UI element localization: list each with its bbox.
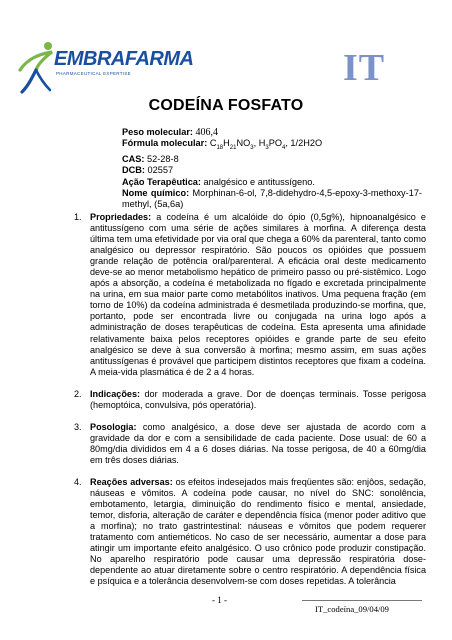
footer-divider [302,600,422,601]
acao-label: Ação Terapêutica [122,176,198,187]
formula-label: Fórmula molecular [122,138,205,149]
list-item-posologia: 3. Posologia: como analgésico, a dose deve ser ajustada de acordo com a gravidade da dor e com a sensibilidade de cada paciente. Dose usual: de 60 a 80mg/dia divididos em 4 a 6 doses diárias. Na tosse perigosa, de 40 a 60mg/dia em três doses diárias. [74,421,426,465]
item-text: como analgésico, a dose deve ser ajustada de acordo com a gravidade da dor e com a sensibilidade de cada paciente. Dose usual: de 60 a 80mg/dia divididos em 4 a 6 doses diárias. Na tosse perigosa, de 40 a 60mg/dia em três doses diárias. [90,421,426,465]
item-text: a codeína é um alcalóide do ópio (0,5g%), hipnoanalgésico e antitussígeno com uma série de ações similares à morfina. A diferença desta última tem uma efetividade por via oral que chega a 60% da parenteral, tanto como analgésico ou depressor respiratório. São poucos os opióides que possuem grande relação de potência oral/parenteral. A eficácia oral deste medicamento deve-se ao menor metabolismo hepático de primeiro passo ou pré-sistêmico. Logo após a absorção, a codeína é metabolizada no fígado e excretada principalmente na urina, em sua maior parte como metabólitos inativos. Uma pequena fração (em torno de 10%) da codeína administrada é desmetilada produzindo-se morfina, que, portanto, pode ser encontrada livre ou conjugada na urina logo após a administração de doses terapêuticas de codeína. Esta apresenta uma afinidade relativamente baixa pelos receptores opióides e grande parte de seu efeito analgésico se deve à sua conversão à morfina; mesmo assim, em suas ações antitussígenas é provável que participem distintos receptores que fixam a codeína. A meia-vida plasmática é de 2 a 4 horas. [90,212,426,377]
item-label: Posologia [90,421,134,432]
document-title: CODEÍNA FOSFATO [148,97,304,114]
document-id: IT_codeína_09/04/09 [315,604,389,614]
monograph-sections [74,212,427,598]
peso-molecular-row: Peso molecular: 406,4 [122,127,219,138]
peso-label: Peso molecular [122,127,190,137]
item-label: Indicações [90,388,138,399]
embrafarma-logo [14,40,194,96]
nome-label: Nome químico [122,187,187,198]
item-label: Reações adversas [90,476,170,487]
peso-value: 406,4 [195,127,219,138]
item-number: 1. [74,212,82,222]
item-number: 2. [74,388,82,399]
item-number: 3. [74,421,82,432]
nome-quimico-row: Nome químico: Morphinan-6-ol, 7,8-didehydro-4,5-epoxy-3-methoxy-17-methyl, (5a,6a) [122,187,422,210]
page-number: - 1 - [212,595,227,605]
acao-row: Ação Terapêutica: analgésico e antitussígeno. [122,176,315,187]
item-text: os efeitos indesejados mais freqüentes são: enjôos, sedação, náuseas e vômitos. A codeína pode causar, no nível do SNC: sonolência, embotamento, letargia, diminuição do rendimento físico e mental, ansiedade, temor, disforia, alteração de caráter e dependência física (menor poder aditivo que a morfina); no trato gastrintestinal: náuseas e vômitos que podem requerer tratamento com antieméticos. No caso de ser necessário, aumentar a dose para atingir um importante efeito analgésico. O uso crônico pode produzir constipação. No aparelho respiratório pode causar uma depressão respiratória dose-dependente ao atuar diretamente sobre o centro respiratório. A dependência física e psíquica e a tolerância desenvolvem-se com doses repetidas. A tolerância [90,476,427,587]
list-item-reacoes-adversas: 4. Reações adversas: os efeitos indesejados mais freqüentes são: enjôos, sedação, náuseas e vômitos. A codeína pode causar, no nível do SNC: sonolência, embotamento, letargia, diminuição do rendimento físico e mental, ansiedade, temor, disforia, alteração de caráter e dependência física (menor poder aditivo que a morfina); no trato gastrintestinal: náuseas e vômitos que podem requerer tratamento com antieméticos. No caso de ser necessário, aumentar a dose para atingir um importante efeito analgésico. O uso crônico pode produzir constipação. No aparelho respiratório pode causar uma depressão respiratória dose-dependente ao atuar diretamente sobre o centro respiratório. A dependência física e psíquica e a tolerância desenvolvem-se com doses repetidas. A tolerância [74,476,427,587]
item-number: 4. [74,476,82,487]
dcb-label: DCB [122,165,142,176]
nome-value: Morphinan-6-ol, 7,8-didehydro-4,5-epoxy-3-methoxy-17-methyl, (5a,6a) [122,187,422,210]
cas-value: 52-28-8 [147,154,179,165]
cas-row: CAS: 52-28-8 [122,154,179,165]
list-item-indicacoes: 2. Indicações: dor moderada a grave. Dor de doenças terminais. Tosse perigosa (hemoptóica, convulsiva, pós operatória). [74,388,426,410]
cas-label: CAS [122,154,142,165]
item-label: Propriedades [90,212,149,222]
item-text: dor moderada a grave. Dor de doenças terminais. Tosse perigosa (hemoptóica, convulsiva, pós operatória). [90,388,426,410]
dcb-row: DCB: 02557 [122,165,174,176]
formula-row: Fórmula molecular: $C_{18}H_{21}NO_3$, $H_3PO_4$, 1/2H2O [122,138,323,152]
it-badge: IT [343,47,386,89]
formula-value: $C_{18}H_{21}NO_3$, $H_3PO_4$, 1/2H2O [209,138,323,152]
acao-value: analgésico e antitussígeno. [203,176,315,187]
list-item-propriedades: 1. Propriedades: a codeína é um alcalóide do ópio (0,5g%), hipnoanalgésico e antitussígeno com uma série de ações similares à morfina. A diferença desta última tem uma efetividade por via oral que chega a 60% da parenteral, tanto como analgésico ou depressor respiratório. São poucos os opióides que possuem grande relação de potência oral/parenteral. A eficácia oral deste medicamento deve-se ao menor metabolismo hepático de primeiro passo ou pré-sistêmico. Logo após a absorção, a codeína é metabolizada no fígado e excretada principalmente na urina, em sua maior parte como metabólitos inativos. Uma pequena fração (em torno de 10%) da codeína administrada é desmetilada produzindo-se morfina, que, portanto, pode ser encontrada livre ou conjugada na urina logo após a administração de doses terapêuticas de codeína. Esta apresenta uma afinidade relativamente baixa pelos receptores opióides e grande parte de seu efeito analgésico se deve à sua conversão à morfina; mesmo assim, em suas ações antitussígenas é provável que participem distintos receptores que fixam a codeína. A meia-vida plasmática é de 2 a 4 horas. [74,212,426,377]
dcb-value: 02557 [147,165,174,176]
logo-wordmark: EMBRAFARMA [54,48,194,70]
compound-metadata [122,127,422,210]
logo-tagline: PHARMACEUTICAL EXPERTISE [56,71,131,76]
